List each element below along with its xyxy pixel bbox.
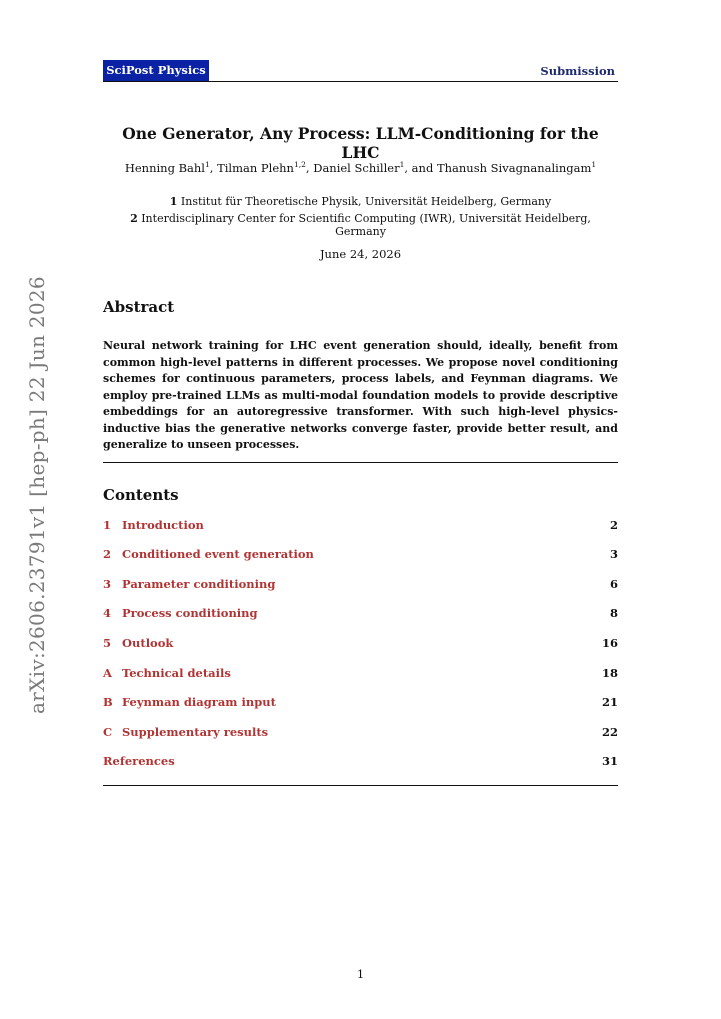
paper-title: One Generator, Any Process: LLM-Conditioning for the LHC — [122, 124, 599, 162]
toc-entry-introduction[interactable] — [103, 518, 618, 536]
toc-page: 8 — [609, 606, 618, 620]
toc-number: B — [103, 695, 113, 709]
toc-entry-conditioned-event-generation[interactable] — [103, 547, 618, 565]
toc-link[interactable]: Supplementary results — [122, 725, 269, 739]
toc-entry-outlook[interactable] — [103, 636, 618, 654]
toc-entry-references[interactable] — [103, 754, 618, 772]
submission-label: Submission — [540, 64, 615, 78]
toc-page: 18 — [601, 666, 618, 680]
author: Thanush Sivagnanalingam$^1$ — [436, 160, 597, 175]
toc-link[interactable]: Feynman diagram input — [122, 695, 276, 709]
publication-date: June 24, 2026 — [319, 247, 402, 261]
toc-number: 1 — [103, 518, 112, 532]
toc-number: 2 — [103, 547, 112, 561]
toc-entry-supplementary-results[interactable] — [103, 725, 618, 743]
author-list — [103, 161, 618, 175]
toc-link[interactable]: Conditioned event generation — [122, 547, 314, 561]
abstract-text: Neural network training for LHC event generation should, ideally, benefit from common high-level patterns in different processes. We propose novel conditioning schemes for continuous parameters, process labels, and Feynman diagrams. We employ pre-trained LLMs as multi-modal foundation models to provide descriptive embeddings for an autoregressive transformer. With such high-level physics-inductive bias the generative networks converge faster, provide better result, and generalize to unseen processes. — [103, 339, 618, 451]
author: Henning Bahl$^1$, — [124, 160, 218, 175]
affiliation: 2 Interdisciplinary Center for Scientific Computing (IWR), Universität Heidelberg, Germany — [130, 212, 591, 238]
affiliation: 1 Institut für Theoretische Physik, Universität Heidelberg, Germany — [169, 195, 552, 208]
toc-number: A — [103, 666, 112, 680]
toc-page: 21 — [601, 695, 618, 709]
abstract-heading: Abstract — [103, 298, 175, 316]
toc-entry-feynman-diagram-input[interactable] — [103, 695, 618, 713]
header-rule — [103, 81, 618, 82]
toc-page: 16 — [601, 636, 618, 650]
section-rule — [103, 785, 618, 786]
toc-link[interactable]: Process conditioning — [122, 606, 258, 620]
toc-page: 31 — [601, 754, 618, 768]
arxiv-stamp: arXiv:2606.23791v1 [hep-ph] 22 Jun 2026 — [25, 276, 49, 714]
toc-number: 5 — [103, 636, 112, 650]
toc-number: 3 — [103, 577, 112, 591]
toc-link[interactable]: Technical details — [122, 666, 231, 680]
toc-link[interactable]: Introduction — [122, 518, 204, 532]
toc-entry-process-conditioning[interactable] — [103, 606, 618, 624]
toc-link[interactable]: References — [103, 754, 175, 768]
toc-number: C — [103, 725, 113, 739]
toc-number: 4 — [103, 606, 112, 620]
section-rule — [103, 462, 618, 463]
toc-page: 22 — [601, 725, 618, 739]
toc-page: 6 — [609, 577, 618, 591]
toc-page: 3 — [609, 547, 618, 561]
toc-link[interactable]: Parameter conditioning — [122, 577, 276, 591]
contents-heading: Contents — [103, 486, 179, 504]
toc-entry-technical-details[interactable] — [103, 666, 618, 684]
author: Daniel Schiller$^1$, and — [313, 160, 437, 175]
toc-page: 2 — [609, 518, 618, 532]
journal-badge[interactable]: SciPost Physics — [103, 60, 209, 81]
page-number: 1 — [356, 967, 365, 981]
toc-entry-parameter-conditioning[interactable] — [103, 577, 618, 595]
author: Tilman Plehn$^{1,2}$, — [217, 160, 314, 175]
toc-link[interactable]: Outlook — [122, 636, 174, 650]
